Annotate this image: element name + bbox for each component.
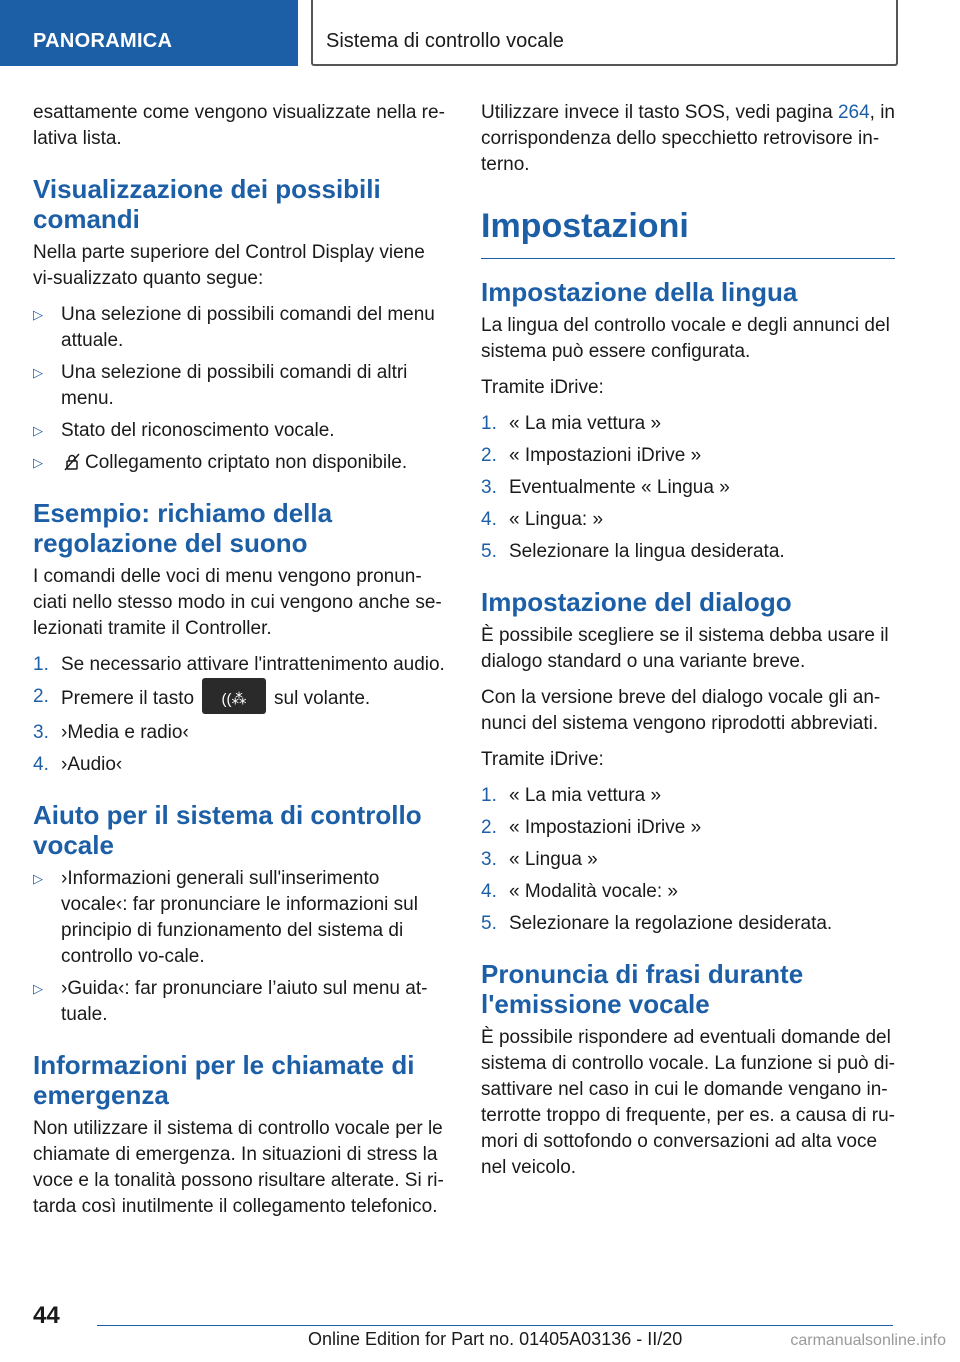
tramite-idrive: Tramite iDrive: bbox=[481, 749, 604, 770]
intro-text: esattamente come vengono visualizzate nella re-lativa lista. bbox=[33, 102, 445, 149]
list-item: 3. Eventualmente « Lingua » bbox=[481, 477, 730, 498]
list-item: 3. ›Media e radio‹ bbox=[33, 722, 189, 743]
heading-emergenza: Informazioni per le chiamate di emergenza bbox=[33, 1050, 415, 1110]
emergenza-text: Non utilizzare il sistema di controllo vocale per le chiamate di emergenza. In situazioni di stress la voce e la tonalità possono risultare alterate. Si ri-tarda così inutilmente il collegamento telefonico. bbox=[33, 1118, 444, 1217]
heading-lingua: Impostazione della lingua bbox=[481, 277, 798, 307]
heading-impostazioni: Impostazioni bbox=[481, 206, 895, 259]
heading-pronuncia: Pronuncia di frasi durante l'emissione vocale bbox=[481, 959, 804, 1019]
dialogo-text-2: Con la versione breve del dialogo vocale gli an-nunci del sistema vengono riprodotti abbreviati. bbox=[481, 687, 881, 734]
lingua-text: La lingua del controllo vocale e degli annunci del sistema può essere configurata. bbox=[481, 315, 890, 362]
triangle-right-icon: ▷ bbox=[33, 423, 43, 438]
heading-visualizzazione: Visualizzazione dei possibili comandi bbox=[33, 174, 381, 234]
triangle-right-icon: ▷ bbox=[33, 981, 43, 996]
left-column bbox=[33, 100, 447, 1230]
page-number: 44 bbox=[33, 1302, 60, 1329]
dialogo-text-1: È possibile scegliere se il sistema debba usare il dialogo standard o una variante breve. bbox=[481, 625, 889, 672]
crossed-lock-icon bbox=[63, 453, 81, 471]
section-tab-label: PANORAMICA bbox=[33, 30, 173, 52]
chapter-title: Sistema di controllo vocale bbox=[326, 30, 564, 52]
page-link[interactable]: 264 bbox=[837, 102, 870, 123]
list-item: ▷ Una selezione di possibili comandi del menu attuale. bbox=[33, 304, 435, 351]
visual-list bbox=[33, 302, 447, 476]
heading-dialogo: Impostazione del dialogo bbox=[481, 587, 792, 617]
lingua-steps bbox=[481, 411, 895, 565]
list-item: 4. « Lingua: » bbox=[481, 509, 604, 530]
heading-esempio: Esempio: richiamo della regolazione del suono bbox=[33, 498, 333, 558]
triangle-right-icon: ▷ bbox=[33, 871, 43, 886]
list-item: 1. Se necessario attivare l'intrattenimento audio. bbox=[33, 654, 445, 675]
footer-edition: Online Edition for Part no. 01405A03136 - II/20 bbox=[308, 1329, 683, 1349]
esempio-steps bbox=[33, 652, 447, 778]
list-item: 1. « La mia vettura » bbox=[481, 785, 662, 806]
footer-divider bbox=[97, 1325, 893, 1326]
triangle-right-icon: ▷ bbox=[33, 455, 43, 470]
list-item: 4. « Modalità vocale: » bbox=[481, 881, 678, 902]
list-item: 5. Selezionare la regolazione desiderata. bbox=[481, 913, 833, 934]
pronuncia-text: È possibile rispondere ad eventuali domande del sistema di controllo vocale. La funzione si può di-sattivare nel caso in cui le domande vengano in-terrotte troppo di frequente, per es. a causa di ru-mori di sottofondo o conversazioni ad alta voce nel veicolo. bbox=[481, 1027, 896, 1178]
chapter-header bbox=[311, 0, 898, 66]
visual-text: Nella parte superiore del Control Display viene vi-sualizzato quanto segue: bbox=[33, 242, 425, 289]
tramite-idrive: Tramite iDrive: bbox=[481, 377, 604, 398]
watermark: carmanualsonline.info bbox=[790, 1332, 946, 1349]
list-item: 1. « La mia vettura » bbox=[481, 413, 662, 434]
dialogo-steps bbox=[481, 783, 895, 937]
list-item: 2. Premere il tasto ((⁂ sul volante. bbox=[33, 684, 447, 714]
list-item: ▷ ›Informazioni generali sull'inserimento vocale‹: far pronunciare le informazioni sul principio di funzionamento del sistema di controllo vo-cale. bbox=[33, 868, 418, 967]
sos-text: Utilizzare invece il tasto SOS, vedi pagina 264, in corrispondenza dello specchietto retrovisore in-terno. bbox=[481, 102, 896, 175]
aiuto-list bbox=[33, 866, 447, 1028]
list-item: 2. « Impostazioni iDrive » bbox=[481, 445, 702, 466]
triangle-right-icon: ▷ bbox=[33, 307, 43, 322]
list-item: ▷ ›Guida‹: far pronunciare l’aiuto sul menu at-tuale. bbox=[33, 978, 428, 1025]
triangle-right-icon: ▷ bbox=[33, 365, 43, 380]
list-item: 4. ›Audio‹ bbox=[33, 754, 123, 775]
heading-aiuto: Aiuto per il sistema di controllo vocale bbox=[33, 800, 422, 860]
list-item: ▷ Una selezione di possibili comandi di altri menu. bbox=[33, 362, 408, 409]
esempio-text: I comandi delle voci di menu vengono pronun-ciati nello stesso modo in cui vengono anche se-lezionati tramite il Controller. bbox=[33, 566, 442, 639]
list-item: 3. « Lingua » bbox=[481, 849, 598, 870]
voice-command-icon: ((⁂ bbox=[202, 678, 266, 714]
list-item: ▷ Collegamento criptato non disponibile. bbox=[33, 450, 447, 476]
section-tab[interactable] bbox=[0, 0, 298, 66]
list-item: 2. « Impostazioni iDrive » bbox=[481, 817, 702, 838]
list-item: ▷ Stato del riconoscimento vocale. bbox=[33, 418, 447, 444]
list-item: 5. Selezionare la lingua desiderata. bbox=[481, 541, 785, 562]
right-column bbox=[481, 100, 895, 1191]
